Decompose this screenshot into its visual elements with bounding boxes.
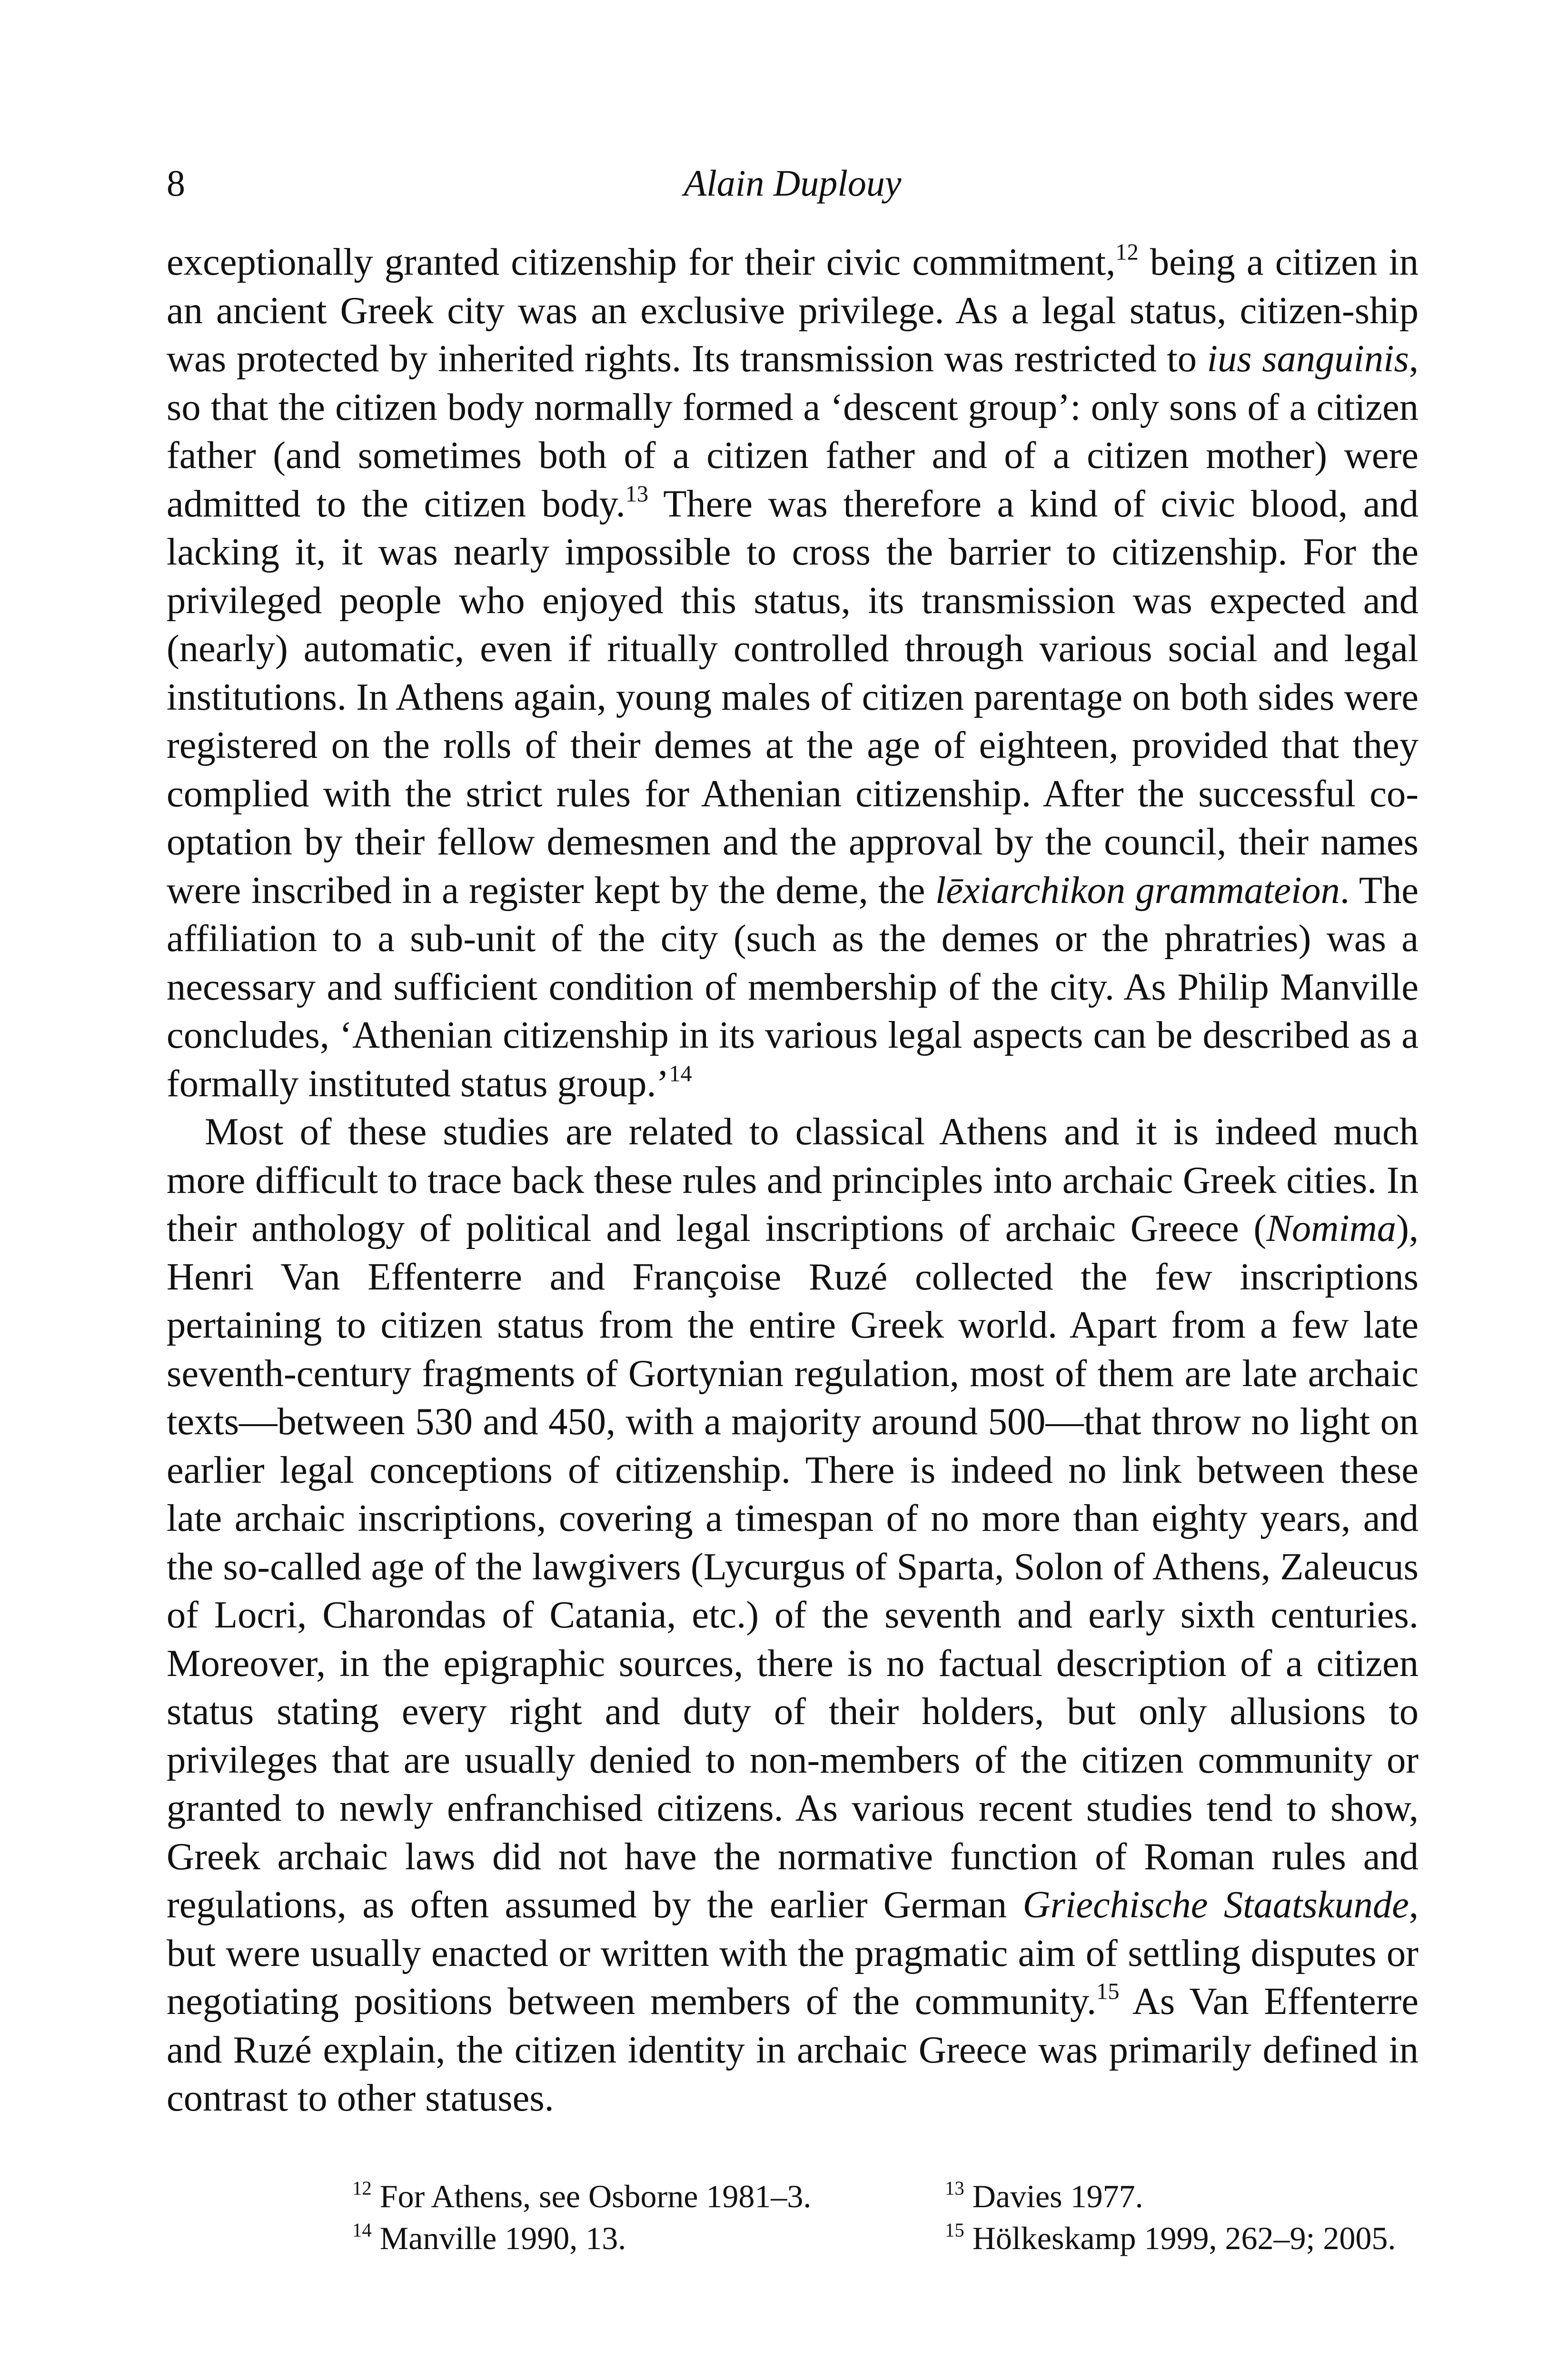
footnote-row (352, 2217, 1447, 2259)
para1-text-1: exceptionally granted citizenship for their civic commitment, (167, 241, 1116, 283)
footnote-ref-12: 12 (1115, 239, 1139, 265)
para2-text-2: ), Henri Van Effenterre and Françoise Ruzé collected the few inscriptions pertaining to citizen status from the entire Greek world. Apart from a few late seventh-century fragments of Gortynian regulation, most of them are late archaic texts—between 530 and 450, with a majority around 500—that throw no light on earlier legal conceptions of citizenship. There is indeed no link between these late archaic inscriptions, covering a timespan of no more than eighty years, and the so-called age of the lawgivers (Lycurgus of Sparta, Solon of Athens, Zaleucus of Locri, Charondas of Catania, etc.) of the seventh and early sixth centuries. Moreover, in the epigraphic sources, there is no factual description of a citizen status stating every right and duty of their holders, but only allusions to privileges that are usually denied to non-members of the citizen community or granted to newly enfranchised citizens. As various recent studies tend to show, Greek archaic laws did not have the normative function of Roman rules and regulations, as often assumed by the earlier German (167, 1207, 1419, 1926)
footnote-text: Manville 1990, 13. (379, 2220, 626, 2256)
footnote-ref-14: 14 (669, 1061, 692, 1087)
para2-text-1: Most of these studies are related to classical Athens and it is indeed much more difficult to trace back these rules and principles into archaic Greek cities. In their anthology of political and legal inscriptions of archaic Greece ( (167, 1111, 1419, 1250)
page-number: 8 (167, 162, 185, 204)
footnote-number: 12 (352, 2177, 372, 2199)
footnote-text: Davies 1977. (972, 2178, 1143, 2214)
footnote-13 (945, 2175, 1421, 2217)
footnote-12 (352, 2175, 945, 2217)
footnote-ref-13: 13 (625, 481, 649, 507)
para1-text-2: being a citizen in an ancient Greek city was an exclusive privilege. As a legal status, citizen-ship was protected by inherited rights. Its transmission was restricted to (167, 241, 1419, 380)
paragraph-2 (167, 1108, 1419, 2122)
paragraph-1 (167, 238, 1419, 1108)
para2-text-3: , but were usually enacted or written with the pragmatic aim of settling disputes or negotiating positions between members of the community. (167, 1884, 1419, 2023)
para1-italic-ius-sanguinis: ius sanguinis (1207, 337, 1409, 380)
footnote-ref-15: 15 (1096, 1979, 1120, 2004)
para2-text-4: As Van Effenterre and Ruzé explain, the citizen identity in archaic Greece was primarily defined in contrast to other statuses. (167, 1980, 1419, 2119)
running-head (167, 157, 1419, 209)
footnote-14 (352, 2217, 945, 2259)
footnote-number: 13 (945, 2177, 964, 2199)
footnote-15 (945, 2217, 1421, 2259)
footnote-number: 14 (352, 2219, 372, 2241)
footnote-row (352, 2175, 1447, 2217)
para1-text-3: , so that the citizen body normally formed a ‘descent group’: only sons of a citizen father (and sometimes both of a citizen father and of a citizen mother) were admitted to the citizen body. (167, 337, 1419, 525)
footnote-text: Hölkeskamp 1999, 262–9; 2005. (972, 2220, 1396, 2256)
para2-italic-staatskunde: Griechische Staatskunde (1022, 1884, 1409, 1926)
para1-text-4: There was therefore a kind of civic blood, and lacking it, it was nearly impossible to cross the barrier to citizenship. For the privileged people who enjoyed this status, its transmission was expected and (nearly) automatic, even if ritually controlled through various social and legal institutions. In Athens again, young males of citizen parentage on both sides were registered on the rolls of their demes at the age of eighteen, provided that they complied with the strict rules for Athenian citizenship. After the successful co-optation by their fellow demesmen and the approval by the council, their names were inscribed in a register kept by the deme, the (167, 482, 1419, 912)
footnote-text: For Athens, see Osborne 1981–3. (379, 2178, 812, 2214)
para2-italic-nomima: Nomima (1266, 1207, 1397, 1250)
footnote-number: 15 (945, 2219, 964, 2241)
running-title-author: Alain Duplouy (684, 162, 902, 204)
para1-text-5: . The affiliation to a sub-unit of the city (such as the demes or the phratries) was a necessary and sufficient condition of membership of the city. As Philip Manville concludes, ‘Athenian citizenship in its various legal aspects can be described as a formally instituted status group.’ (167, 869, 1419, 1105)
footnotes (352, 2175, 1447, 2259)
body-text (167, 238, 1419, 2122)
para1-italic-lexiarchikon: lēxiarchikon grammateion (935, 869, 1340, 912)
